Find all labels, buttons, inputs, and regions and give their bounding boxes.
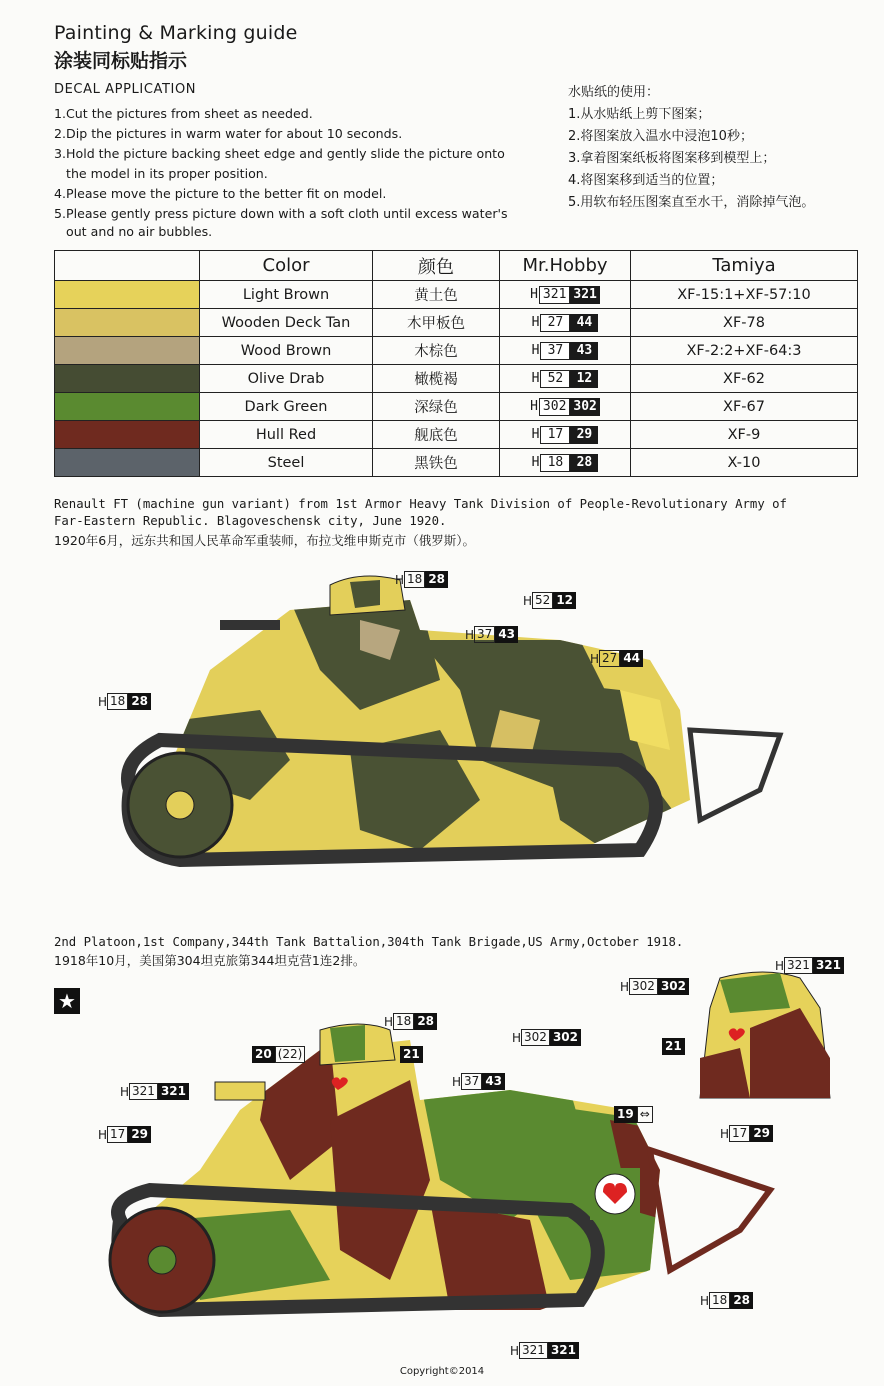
step-cn-4: 4.将图案移到适当的位置； <box>568 173 724 188</box>
t2-callout-hullred: H 17 29 <box>98 1126 151 1143</box>
decal-19: 19 ⇔ <box>614 1106 653 1123</box>
color-name: Wood Brown <box>200 337 373 365</box>
tamiya-code: XF-15:1+XF-57:10 <box>631 281 858 309</box>
tank1-tail <box>690 730 780 820</box>
step-cn-1: 1.从水贴纸上剪下图案； <box>568 107 711 122</box>
header-color-cn: 颜色 <box>373 251 500 281</box>
t2-callout-steel: H 18 28 <box>700 1292 753 1309</box>
scheme2-caption-cn: 1918年10月，美国第304坦克旅第344坦克营1连2排。 <box>54 953 366 968</box>
color-table <box>54 250 858 477</box>
header-color: Color <box>200 251 373 281</box>
mrhobby-code: H 52 12 <box>500 365 631 393</box>
color-swatch <box>55 421 200 449</box>
mrhobby-code: H 37 43 <box>500 337 631 365</box>
t2-callout-turret: H 18 28 <box>384 1013 437 1030</box>
color-row <box>55 309 858 337</box>
mrhobby-code: H 27 44 <box>500 309 631 337</box>
t2-callout-lightbrown: H 321 321 <box>120 1083 189 1100</box>
mrhobby-code: H 17 29 <box>500 421 631 449</box>
tank1-illustration <box>60 560 800 900</box>
decal-21: 21 <box>400 1046 423 1063</box>
step-1: 1.Cut the pictures from sheet as needed. <box>54 106 313 121</box>
tamiya-code: XF-9 <box>631 421 858 449</box>
color-name-cn: 木甲板色 <box>373 309 500 337</box>
tamiya-code: XF-62 <box>631 365 858 393</box>
color-name: Steel <box>200 449 373 477</box>
header-mrhobby: Mr.Hobby <box>500 251 631 281</box>
t2-callout-green: H 302 302 <box>512 1029 581 1046</box>
t1-callout-steel: H 18 28 <box>98 693 151 710</box>
color-table-header <box>55 251 858 281</box>
t1-callout-woodbrown: H 37 43 <box>465 626 518 643</box>
scheme1-caption <box>54 496 787 530</box>
color-name-cn: 黑铁色 <box>373 449 500 477</box>
color-row <box>55 421 858 449</box>
t1-callout-turret: H 18 28 <box>395 571 448 588</box>
t1-callout-olive: H 52 12 <box>523 592 576 609</box>
step-cn-2: 2.将图案放入温水中浸泡10秒； <box>568 129 753 144</box>
copyright: Copyright©2014 <box>399 1366 485 1377</box>
step-4: 4.Please move the picture to the better fit on model. <box>54 186 387 201</box>
turret-callout-green: H 302 302 <box>620 978 689 995</box>
page-title: Painting & Marking guide <box>54 22 298 44</box>
step-5: 5.Please gently press picture down with a soft cloth until excess water's <box>54 206 508 221</box>
step-5-cont: out and no air bubbles. <box>66 224 213 239</box>
decal-21-turret: 21 <box>662 1038 685 1055</box>
scheme2-caption: 2nd Platoon,1st Company,344th Tank Battalion,304th Tank Brigade,US Army,October 1918. <box>54 935 684 949</box>
color-row <box>55 365 858 393</box>
color-row <box>55 281 858 309</box>
decal-application-heading: DECAL APPLICATION <box>54 82 197 97</box>
color-name-cn: 橄榄褐 <box>373 365 500 393</box>
tank2-tail <box>650 1150 770 1270</box>
color-name-cn: 黄土色 <box>373 281 500 309</box>
color-row <box>55 337 858 365</box>
color-name: Hull Red <box>200 421 373 449</box>
tamiya-code: XF-2:2+XF-64:3 <box>631 337 858 365</box>
color-name-cn: 深绿色 <box>373 393 500 421</box>
color-swatch <box>55 337 200 365</box>
color-name: Dark Green <box>200 393 373 421</box>
scheme1-caption-cn: 1920年6月，远东共和国人民革命军重装师，布拉戈维申斯克市（俄罗斯）。 <box>54 533 476 548</box>
steps-cn-heading: 水贴纸的使用： <box>568 85 660 100</box>
decal-20-22: 20 (22) <box>252 1046 305 1063</box>
color-swatch <box>55 281 200 309</box>
color-name: Light Brown <box>200 281 373 309</box>
mrhobby-code: H 302 302 <box>500 393 631 421</box>
color-swatch <box>55 365 200 393</box>
t1-callout-decktan: H 27 44 <box>590 650 643 667</box>
tank1-machine-gun <box>220 620 280 630</box>
color-row <box>55 393 858 421</box>
scheme1-caption-line2: Far-Eastern Republic. Blagoveschensk city, June 1920. <box>54 514 447 528</box>
color-name-cn: 木棕色 <box>373 337 500 365</box>
turret-callout-lightbrown: H 321 321 <box>775 957 844 974</box>
color-name: Olive Drab <box>200 365 373 393</box>
color-swatch <box>55 393 200 421</box>
turret-callout-hullred: H 17 29 <box>720 1125 773 1142</box>
mrhobby-code: H 321 321 <box>500 281 631 309</box>
step-2: 2.Dip the pictures in warm water for about 10 seconds. <box>54 126 403 141</box>
tamiya-code: XF-78 <box>631 309 858 337</box>
header-tamiya: Tamiya <box>631 251 858 281</box>
color-swatch <box>55 449 200 477</box>
t2-callout-lightbrown-bottom: H 321 321 <box>510 1342 579 1359</box>
mrhobby-code: H 18 28 <box>500 449 631 477</box>
decal-steps-cn <box>568 82 878 214</box>
tank2-illustration <box>90 1020 790 1340</box>
star-icon: ★ <box>54 988 80 1014</box>
color-name-cn: 舰底色 <box>373 421 500 449</box>
color-name: Wooden Deck Tan <box>200 309 373 337</box>
t2-callout-woodbrown: H 37 43 <box>452 1073 505 1090</box>
color-row <box>55 449 858 477</box>
page-title-cn: 涂装同标贴指示 <box>54 50 188 72</box>
decal-steps-en <box>54 104 564 240</box>
step-cn-5: 5.用软布轻压图案直至水干，消除掉气泡。 <box>568 195 815 210</box>
tank2-gun <box>215 1082 265 1100</box>
color-swatch <box>55 309 200 337</box>
step-3: 3.Hold the picture backing sheet edge and gently slide the picture onto <box>54 146 505 161</box>
turret-rear-view <box>690 968 840 1108</box>
tank1-hull <box>150 590 710 870</box>
step-cn-3: 3.拿着图案纸板将图案移到模型上； <box>568 151 776 166</box>
step-3-cont: the model in its proper position. <box>66 166 268 181</box>
tamiya-code: XF-67 <box>631 393 858 421</box>
tamiya-code: X-10 <box>631 449 858 477</box>
scheme1-caption-line1: Renault FT (machine gun variant) from 1st Armor Heavy Tank Division of People-Revolutionary Army of <box>54 497 787 511</box>
